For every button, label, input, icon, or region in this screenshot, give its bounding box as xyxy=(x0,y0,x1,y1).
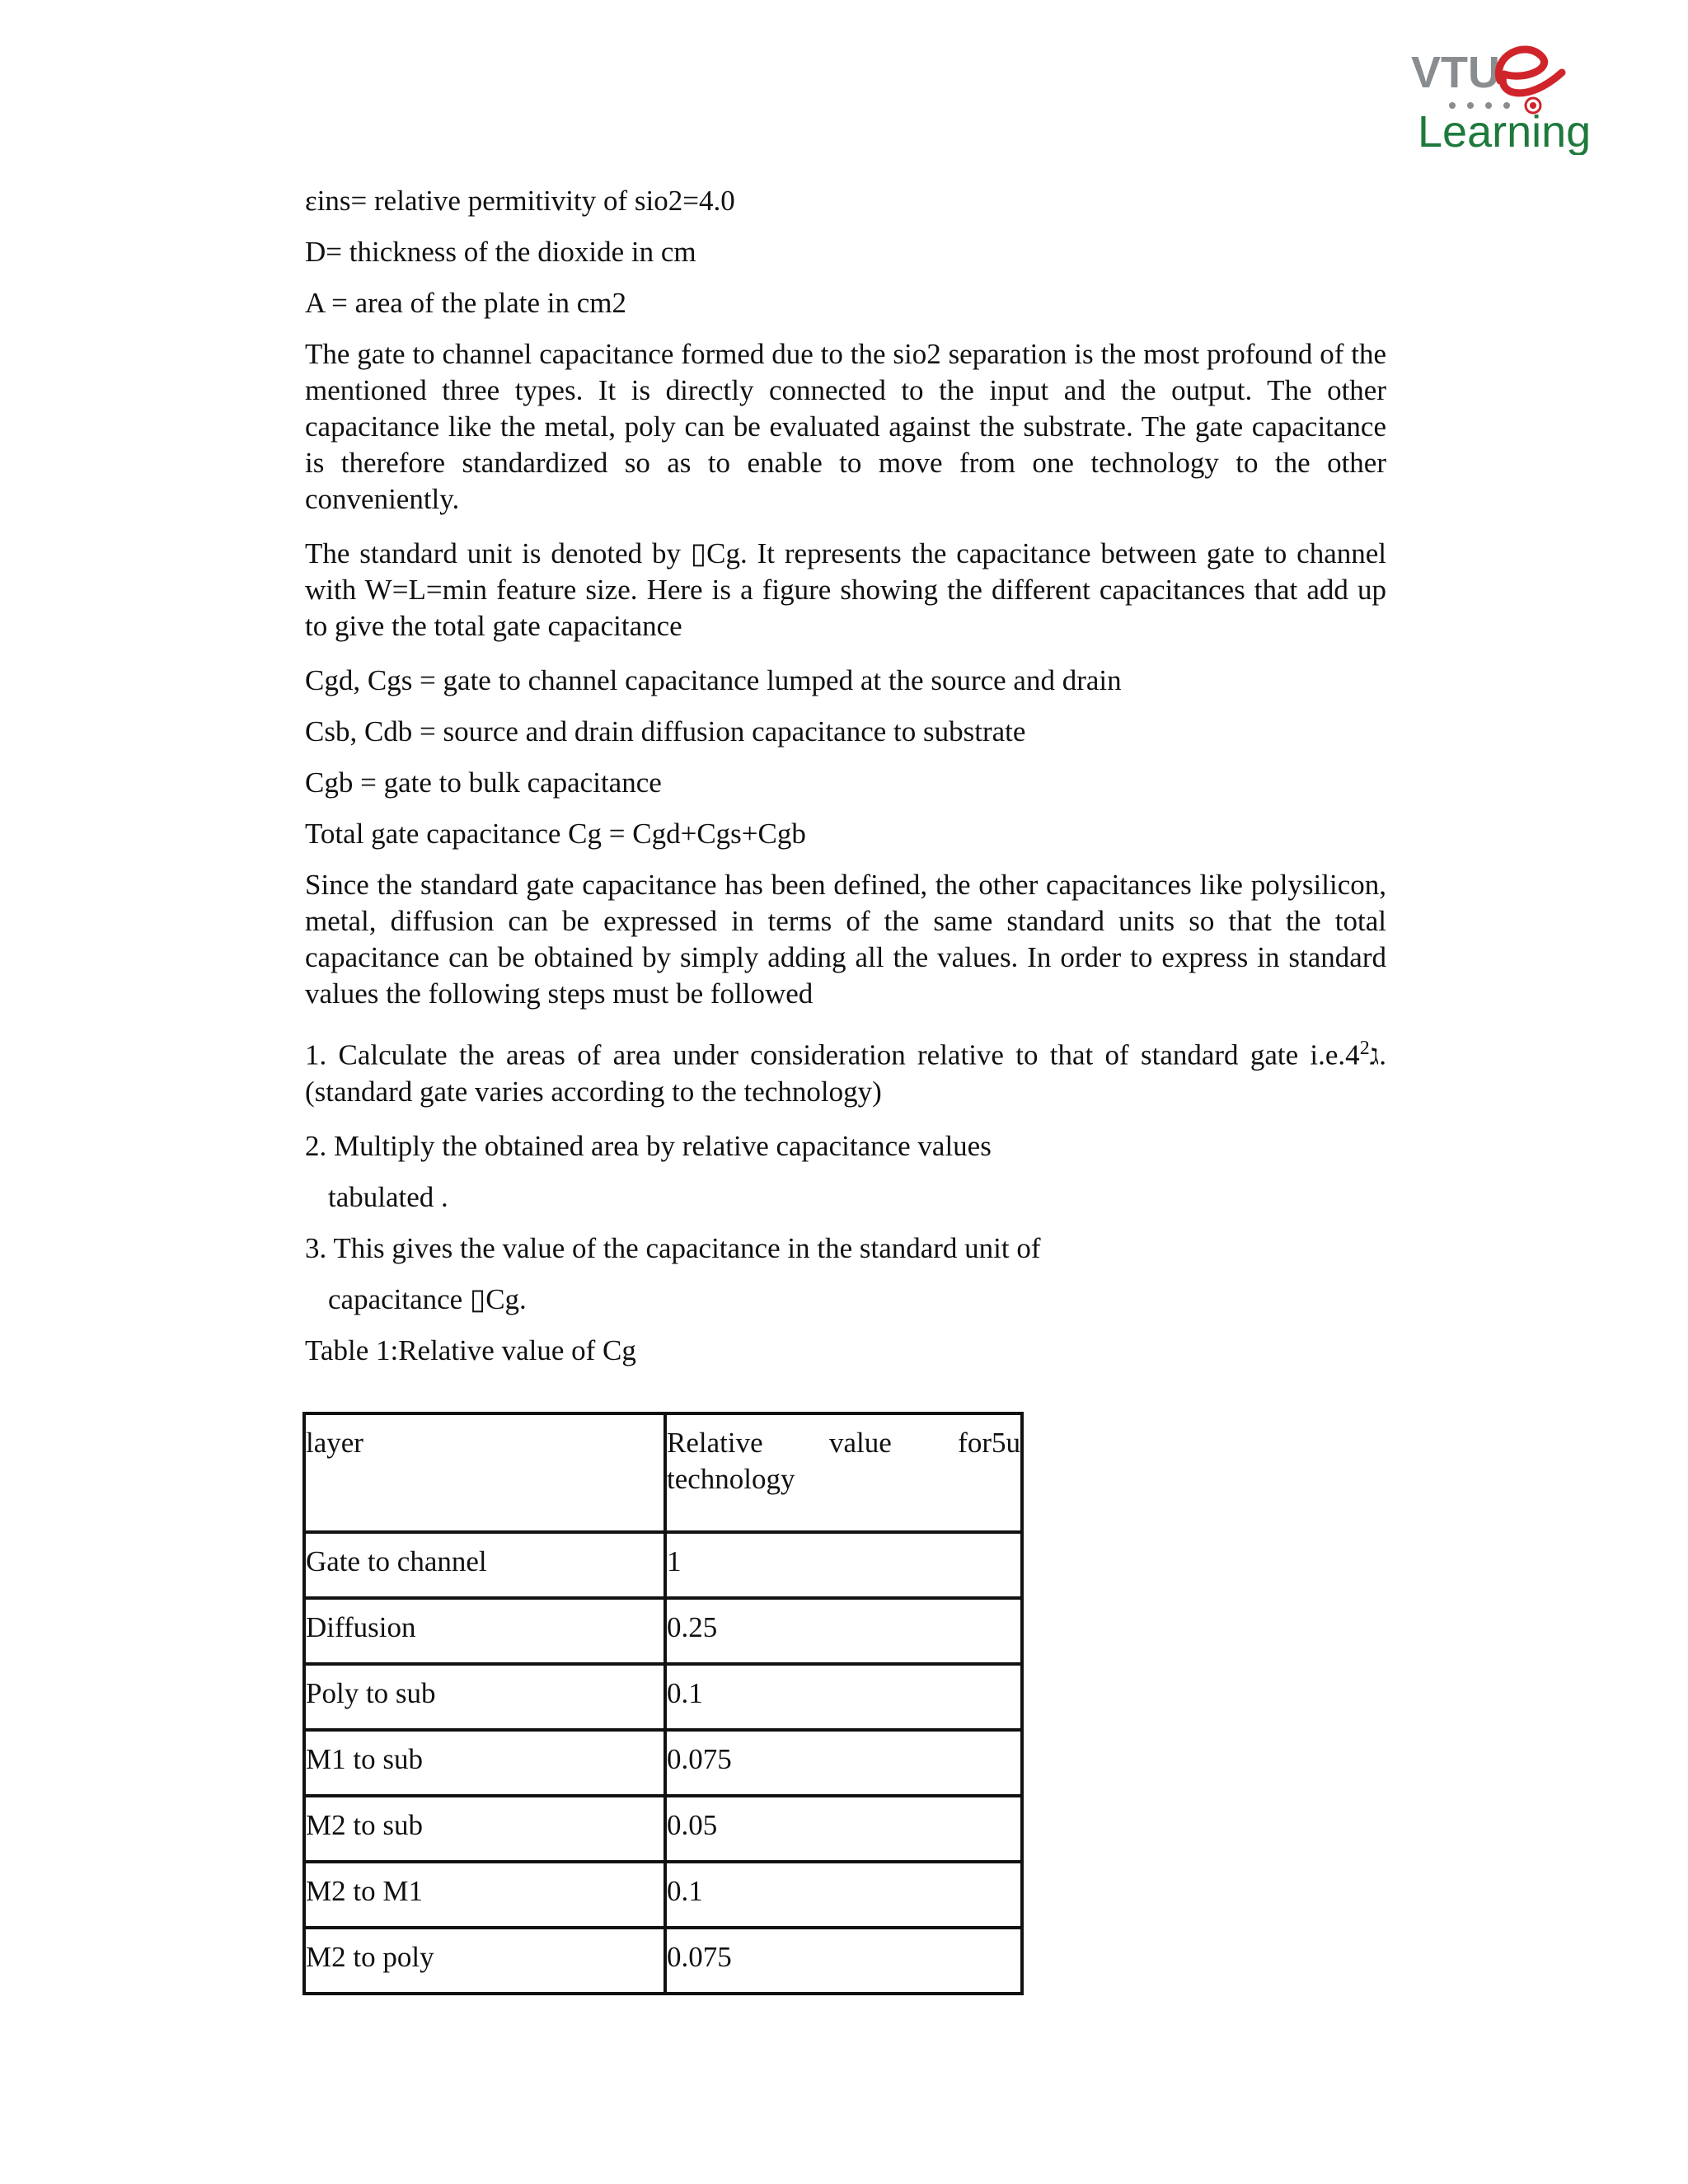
vtu-elearning-logo xyxy=(1401,23,1607,155)
table-row xyxy=(304,1730,1022,1796)
line-cgd: Cgd, Cgs = gate to channel capacitance lumped at the source and drain xyxy=(305,664,1122,696)
table-row xyxy=(304,1532,1022,1598)
header-relative-value-line-1: Relative value for5u xyxy=(667,1426,1020,1459)
table-row xyxy=(304,1796,1022,1862)
table-header-row xyxy=(304,1413,1022,1532)
document-body xyxy=(305,183,1386,1995)
table-cell-value: 0.075 xyxy=(665,1730,1022,1796)
table-cell-layer: M2 to poly xyxy=(304,1928,665,1994)
step-1 xyxy=(305,1030,1386,1110)
line-eins: εins= relative permitivity of sio2=4.0 xyxy=(305,185,735,217)
line-cgb: Cgb = gate to bulk capacitance xyxy=(305,766,662,799)
table-header-relative-value xyxy=(665,1413,1022,1532)
table-cell-value: 0.25 xyxy=(665,1598,1022,1664)
table-cell-layer: M1 to sub xyxy=(304,1730,665,1796)
line-d: D= thickness of the dioxide in cm xyxy=(305,236,696,268)
step-2-line-2: tabulated . xyxy=(328,1180,448,1213)
step-2-line-1: 2. Multiply the obtained area by relative capacitance values xyxy=(305,1129,992,1162)
paragraph-standard-unit: The standard unit is denoted by ▯Cg. It represents the capacitance between gate to channel with W=L=min feature size. Here is a figure showing the different capacitances that add up to give the total gate capacitance xyxy=(305,537,1386,642)
table-cell-layer: M2 to sub xyxy=(304,1796,665,1862)
step-1-text-end: . (standard gate varies according to the technology) xyxy=(305,1038,1386,1108)
table-header-layer: layer xyxy=(304,1413,665,1532)
table-cell-value: 0.1 xyxy=(665,1862,1022,1928)
table-cell-value: 0.05 xyxy=(665,1796,1022,1862)
step-1-superscript: 2 xyxy=(1359,1038,1370,1059)
table-row xyxy=(304,1928,1022,1994)
table-cell-value: 0.1 xyxy=(665,1664,1022,1730)
lambda-symbol: ג xyxy=(1369,1038,1380,1071)
line-a: A = area of the plate in cm2 xyxy=(305,287,627,319)
table-cell-value: 0.075 xyxy=(665,1928,1022,1994)
line-total: Total gate capacitance Cg = Cgd+Cgs+Cgb xyxy=(305,818,806,850)
table-row xyxy=(304,1664,1022,1730)
paragraph-gate-channel: The gate to channel capacitance formed due to the sio2 separation is the most profound of the mentioned three types. It is directly connected to the input and the output. The other capacitance like the metal, poly can be evaluated against the substrate. The gate capacitance is therefore standardized so as to enable to move from one technology to the other conveniently. xyxy=(305,338,1386,515)
step-3-line-1: 3. This gives the value of the capacitance in the standard unit of xyxy=(305,1231,1041,1264)
table-cell-layer: Poly to sub xyxy=(304,1664,665,1730)
table-caption: Table 1:Relative value of Cg xyxy=(305,1333,636,1366)
table-cell-value: 1 xyxy=(665,1532,1022,1598)
line-csb: Csb, Cdb = source and drain diffusion capacitance to substrate xyxy=(305,715,1026,748)
step-1-text: 1. Calculate the areas of area under consideration relative to that of standard gate i.e.4 xyxy=(305,1038,1360,1071)
table-cell-layer: Gate to channel xyxy=(304,1532,665,1598)
relative-value-table xyxy=(302,1412,1024,1995)
step-3-line-2: capacitance ▯Cg. xyxy=(328,1282,527,1315)
paragraph-standard-values: Since the standard gate capacitance has been defined, the other capacitances like polysilicon, metal, diffusion can be expressed in terms of the same standard units so that the total capacitance can be obtained by simply adding all the values. In order to express in standard values the following steps must be followed xyxy=(305,869,1386,1010)
header-relative-value-line-2: technology xyxy=(667,1462,795,1495)
table-row xyxy=(304,1862,1022,1928)
table-row xyxy=(304,1598,1022,1664)
table-cell-layer: M2 to M1 xyxy=(304,1862,665,1928)
table-cell-layer: Diffusion xyxy=(304,1598,665,1664)
logo-text-top: VTU xyxy=(1411,48,1500,97)
logo-text-bottom: Learning xyxy=(1418,107,1592,155)
